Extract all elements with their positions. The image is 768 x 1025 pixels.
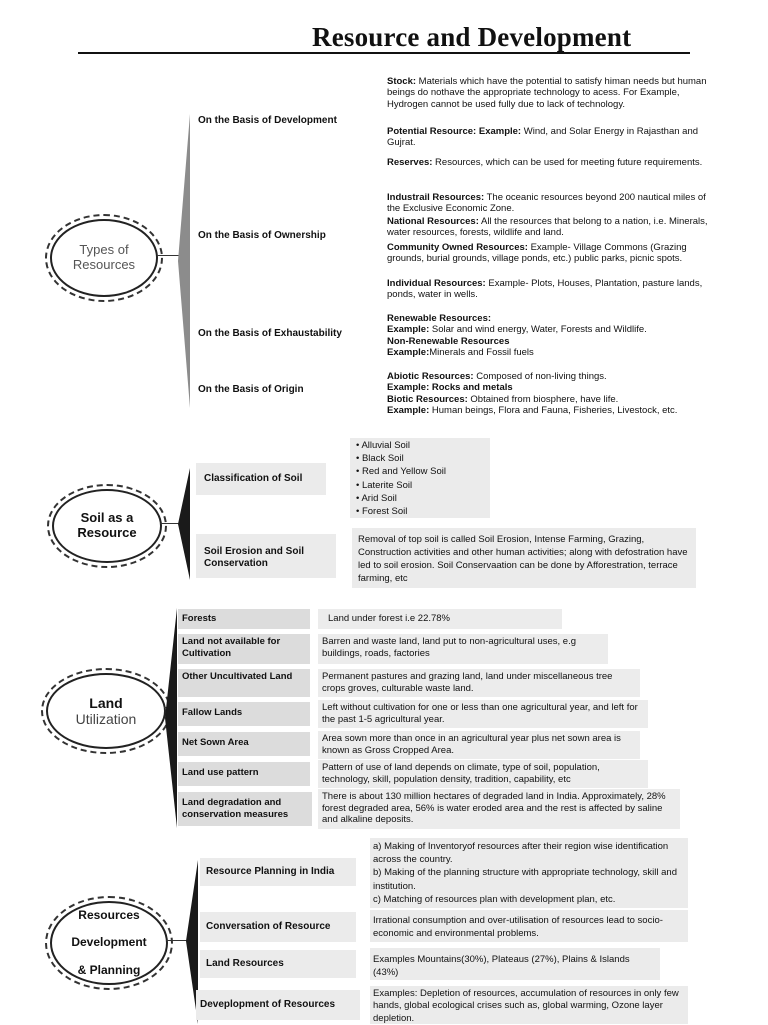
circle-line: Resources	[78, 907, 140, 922]
land-row-text: There is about 130 million hectares of degraded land in India. Approximately, 28% forest degraded area, 56% is water eroded area and the rest is affected by saline and alkaline deposits.	[318, 789, 680, 829]
circle-line: Resources	[72, 257, 136, 272]
land-row-label: Fallow Lands	[178, 702, 310, 726]
planning-row-text: a) Making of Inventoryof resources after their region wise identification across the country. b) Making of the planning structure with appropriate technology, skill and institution. c) Matching of resources plan with development plan, etc.	[373, 841, 677, 905]
page-title: Resource and Development	[312, 22, 632, 52]
land-utilization-circle	[46, 673, 166, 749]
circle-line: & Planning	[77, 962, 141, 977]
bracket-bar	[176, 466, 192, 582]
ownership-item: Industrail Resources: The oceanic resources beyond 200 nautical miles of the Exclusive Economic Zone.	[387, 192, 706, 215]
soil-type-item: • Laterite Soil	[356, 479, 496, 492]
origin-lines: Abiotic Resources: Composed of non-living things. Example: Rocks and metals Biotic Resources: Obtained from biosphere, have life. Example: Human beings, Flora and Fauna, Fisheries, Livestock, etc.	[387, 371, 678, 416]
development-item: Potential Resource: Example: Wind, and Solar Energy in Rajasthan and Gujrat.	[387, 126, 699, 149]
land-row-label: Land not available for Cultivation	[178, 634, 310, 664]
planning-row-label: Conversation of Resource	[206, 921, 331, 932]
circle-line: Types of	[79, 242, 129, 258]
ownership-item: Individual Resources: Example- Plots, Houses, Plantation, pasture lands, ponds, water in wells.	[387, 278, 703, 301]
circle-line: Development	[71, 935, 147, 950]
land-row-label: Net Sown Area	[178, 732, 310, 756]
soil-type-item: • Black Soil	[356, 452, 496, 465]
group-label-ownership: On the Basis of Ownership	[198, 230, 326, 241]
land-row-text: Pattern of use of land depends on climate, type of soil, population, technology, skill, population density, tradition, capability, etc	[318, 760, 648, 788]
planning-row-label: Land Resources	[206, 958, 284, 969]
land-row-text: Permanent pastures and grazing land, land under miscellaneous tree crops groves, culturable waste land.	[318, 669, 640, 697]
soil-erosion-text: Removal of top soil is called Soil Erosion, Intense Farming, Grazing, Construction activities and other human activities; along with defostration have led to soil erosion. Soil Conservaation can be done by Afforestration, terrace farming, etc	[358, 534, 688, 584]
resources-development-planning-circle	[50, 901, 168, 985]
circle-line: Soil as a	[80, 510, 134, 526]
planning-row-label: Resource Planning in India	[206, 866, 335, 877]
land-row-label: Land degradation and conservation measures	[178, 792, 312, 826]
development-item: Stock: Materials which have the potential to satisfy himan needs but human beings do nothave the appropriate technology to acess. For Example, Hydrogen cannot be used fully due to lack of technology.	[387, 76, 707, 110]
exhaustability-lines: Renewable Resources: Example: Solar and wind energy, Water, Forests and Wildlife. Non-Renewable Resources Example:Minerals and Fossil fuels	[387, 313, 647, 358]
ownership-item: National Resources: All the resources that belong to a nation, i.e. Minerals, water resources, forests, wildlife and land.	[387, 216, 708, 239]
soil-type-item: • Arid Soil	[356, 492, 496, 505]
bracket-bar	[163, 606, 179, 830]
soil-type-item: • Red and Yellow Soil	[356, 465, 496, 478]
development-item: Reserves: Resources, which can be used for meeting future requirements.	[387, 157, 703, 168]
group-label-exhaustability: On the Basis of Exhaustability	[198, 328, 342, 339]
circle-line: Land	[89, 694, 123, 711]
circle-line: Utilization	[75, 711, 137, 727]
land-row-label: Other Uncultivated Land	[178, 669, 310, 697]
types-of-resources-circle	[50, 219, 158, 297]
title-underline	[78, 52, 690, 54]
soil-erosion-label: Soil Erosion and Soil Conservation	[204, 546, 305, 569]
land-row-label: Forests	[178, 609, 310, 629]
classification-of-soil-label: Classification of Soil	[204, 473, 303, 484]
bracket-bar	[176, 112, 192, 410]
group-label-development: On the Basis of Development	[198, 115, 337, 126]
land-row-text: Land under forest i.e 22.78%	[318, 609, 562, 629]
soil-type-item: • Alluvial Soil	[356, 439, 496, 452]
land-row-text: Barren and waste land, land put to non-agricultural uses, e.g buildings, roads, factories	[318, 634, 608, 664]
planning-row-label: Deveplopment of Resources	[200, 999, 336, 1010]
group-label-origin: On the Basis of Origin	[198, 384, 304, 395]
land-row-text: Left without cultivation for one or less than one agricultural year, and left for the past 1-5 agricultural year.	[318, 700, 648, 728]
soil-type-list	[356, 439, 496, 518]
planning-row-text: Examples: Depletion of resources, accumulation of resources in only few hands, global ecological crises such as, global warming, Ozone layer depletion.	[373, 988, 679, 1024]
land-row-text: Area sown more than once in an agricultural year plus net sown area is known as Gross Cropped Area.	[318, 731, 640, 759]
soil-as-resource-circle	[52, 489, 162, 563]
planning-row-text: Examples Mountains(30%), Plateaus (27%), Plains & Islands (43%)	[373, 954, 630, 979]
land-row-label: Land use pattern	[178, 762, 310, 786]
circle-line: Resource	[77, 525, 137, 540]
ownership-item: Community Owned Resources: Example- Village Commons (Grazing grounds, burial grounds, village ponds, etc.) public parks, picnic spots.	[387, 242, 687, 265]
soil-type-item: • Forest Soil	[356, 505, 496, 518]
planning-row-text: Irrational consumption and over-utilisation of resources lead to socio-economic and environmental problems.	[373, 915, 663, 940]
